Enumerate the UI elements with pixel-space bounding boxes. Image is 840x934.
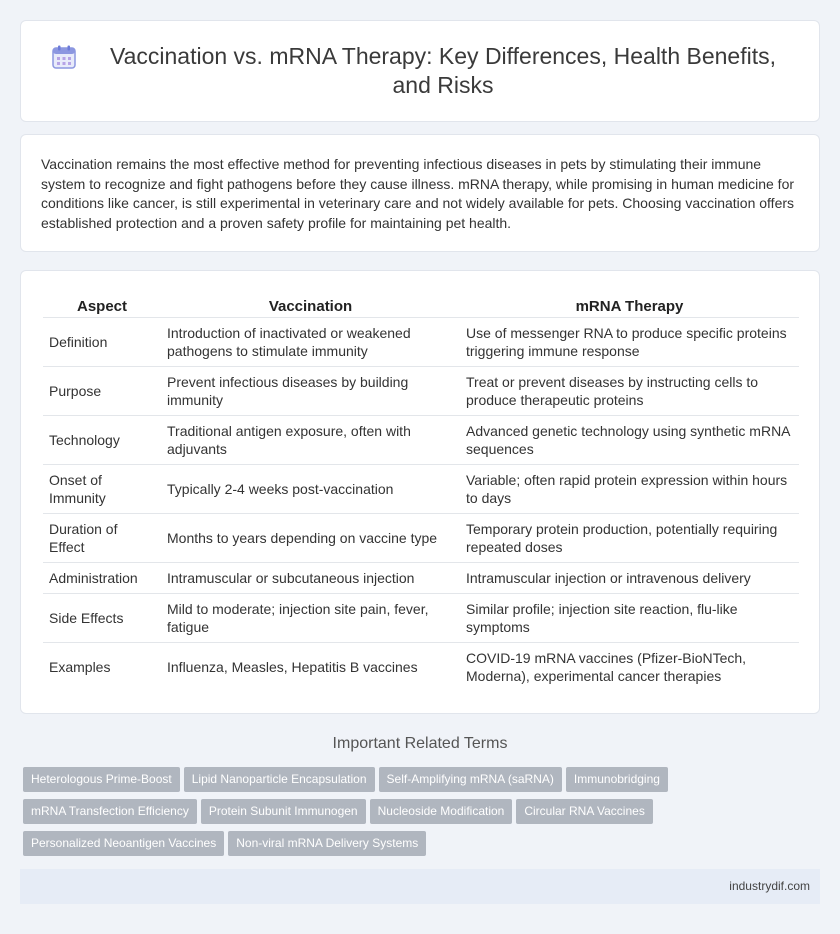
row-mrna: Temporary protein production, potentially requiring repeated doses [460, 513, 799, 562]
related-term-tag[interactable]: Heterologous Prime-Boost [23, 767, 180, 792]
footer-site-link[interactable]: industrydif.com [729, 879, 810, 893]
row-vaccination: Influenza, Measles, Hepatitis B vaccines [161, 642, 460, 691]
related-term-tag[interactable]: Lipid Nanoparticle Encapsulation [184, 767, 375, 792]
row-aspect: Examples [43, 642, 161, 691]
row-mrna: Use of messenger RNA to produce specific proteins triggering immune response [460, 317, 799, 366]
row-vaccination: Prevent infectious diseases by building immunity [161, 366, 460, 415]
row-vaccination: Intramuscular or subcutaneous injection [161, 562, 460, 593]
table-row [43, 642, 799, 691]
related-term-tag[interactable]: Non-viral mRNA Delivery Systems [228, 831, 426, 856]
intro-card [20, 134, 820, 252]
table-row [43, 317, 799, 366]
related-term-tag[interactable]: Nucleoside Modification [370, 799, 513, 824]
related-term-tag[interactable]: Self-Amplifying mRNA (saRNA) [379, 767, 562, 792]
row-vaccination: Mild to moderate; injection site pain, fever, fatigue [161, 593, 460, 642]
related-terms-title: Important Related Terms [332, 735, 508, 752]
related-term-tag[interactable]: Protein Subunit Immunogen [201, 799, 366, 824]
row-aspect: Technology [43, 415, 161, 464]
header-mrna-therapy: mRNA Therapy [575, 298, 684, 316]
row-vaccination: Typically 2-4 weeks post-vaccination [161, 464, 460, 513]
table-row [43, 464, 799, 513]
table-row [43, 415, 799, 464]
row-aspect: Side Effects [43, 593, 161, 642]
row-mrna: Similar profile; injection site reaction, flu-like symptoms [460, 593, 799, 642]
related-term-tag[interactable]: Personalized Neoantigen Vaccines [23, 831, 224, 856]
related-terms-list [23, 767, 823, 863]
related-term-tag[interactable]: Circular RNA Vaccines [516, 799, 652, 824]
header-card [20, 20, 820, 122]
header-aspect: Aspect [76, 298, 128, 316]
row-vaccination: Months to years depending on vaccine type [161, 513, 460, 562]
related-term-tag[interactable]: mRNA Transfection Efficiency [23, 799, 197, 824]
row-aspect: Definition [43, 317, 161, 366]
row-aspect: Onset of Immunity [43, 464, 161, 513]
row-aspect: Administration [43, 562, 161, 593]
table-row [43, 366, 799, 415]
header-vaccination: Vaccination [268, 298, 353, 316]
row-aspect: Purpose [43, 366, 161, 415]
intro-paragraph: Vaccination remains the most effective method for preventing infectious diseases in pets by stimulating their immune system to recognize and fight pathogens before they cause illness. mRNA therapy, while promising in human medicine for conditions like cancer, is still experimental in veterinary care and not widely available for pets. Choosing vaccination offers established protection and a proven safety profile for maintaining pet health. [41, 156, 795, 231]
table-row [43, 513, 799, 562]
comparison-table-card [20, 270, 820, 714]
row-aspect: Duration of Effect [43, 513, 161, 562]
row-vaccination: Traditional antigen exposure, often with adjuvants [161, 415, 460, 464]
table-header-row [43, 283, 799, 317]
row-mrna: Variable; often rapid protein expression within hours to days [460, 464, 799, 513]
related-term-tag[interactable]: Immunobridging [566, 767, 668, 792]
row-mrna: Intramuscular injection or intravenous delivery [460, 562, 799, 593]
table-row [43, 593, 799, 642]
comparison-table [43, 283, 799, 691]
table-row [43, 562, 799, 593]
footer [20, 869, 820, 904]
row-mrna: Treat or prevent diseases by instructing cells to produce therapeutic proteins [460, 366, 799, 415]
row-vaccination: Introduction of inactivated or weakened pathogens to stimulate immunity [161, 317, 460, 366]
row-mrna: Advanced genetic technology using synthetic mRNA sequences [460, 415, 799, 464]
page-title: Vaccination vs. mRNA Therapy: Key Differences, Health Benefits, and Risks [109, 43, 777, 98]
calendar-icon [51, 44, 77, 70]
row-mrna: COVID-19 mRNA vaccines (Pfizer-BioNTech, Moderna), experimental cancer therapies [460, 642, 799, 691]
